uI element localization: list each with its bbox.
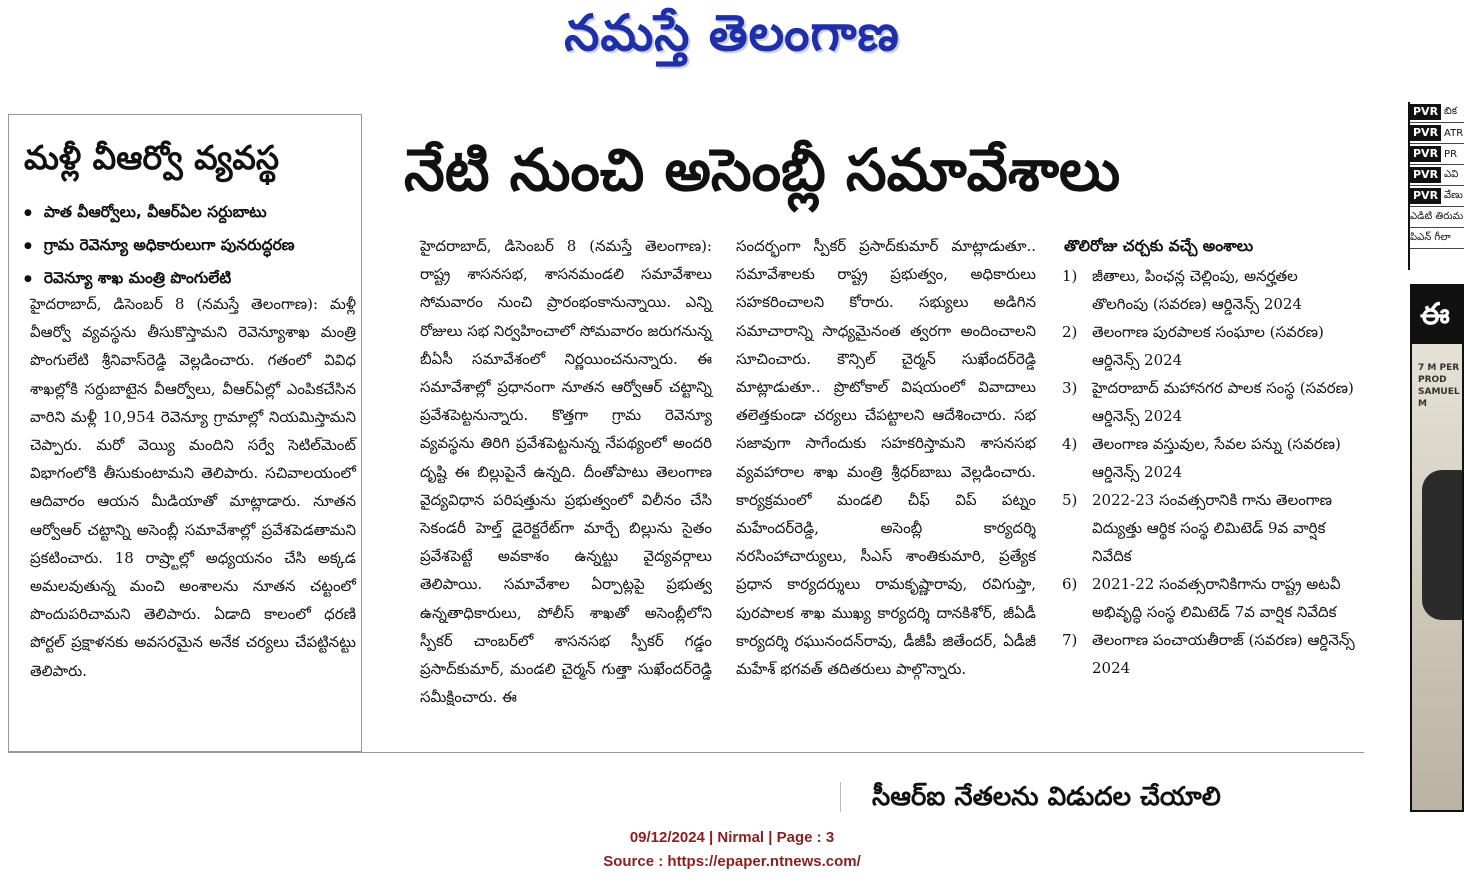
left-story-body: హైదరాబాద్‌, డిసెంబర్‌ 8 (నమస్తే తెలంగాణ): మళ్లీ వీఆర్వో వ్యవస్థను తీసుకొస్తామని రెవెన్యూశాఖ మంత్రి పొంగులేటి శ్రీనివాస్‌రెడ్డి వెల్లడించారు. గతంలో వివిధ శాఖల్లోకి సర్దుబాటైన వీఆర్వోలు, వీఆర్‌ఏల్లో ఎంపికచేసిన వారిని మళ్లీ 10,954 రెవెన్యూ గ్రామాల్లో నియమిస్తామని చెప్పారు. మరో వెయ్యి మందిని సర్వే సెటిల్‌మెంట్‌ విభాగంలోకి తీసుకుంటామని తెలిపారు. సచివాలయంలో ఆదివారం ఆయన మీడియాతో మాట్లాడారు. నూతన ఆర్వోఆర్‌ చట్టాన్ని అసెంబ్లీ సమావేశాల్లో ప్రవేశపెడతామని ప్రకటించారు. 18 రాష్ర్టాల్లో అధ్యయనం చేసి అక్కడ అమలవుతున్న మంచి అంశాలను నూతన చట్టంలో పొందుపరిచామని తెలిపారు. ఏడాది కాలంలో ధరణి పోర్టల్‌ ప్రక్షాళనకు అవసరమైన అనేక చర్యలు చేపట్టినట్టు తెలిపారు. (30, 295, 356, 680)
pvr-ad-row: PVR వేణు (1410, 186, 1464, 207)
agenda-list (1062, 262, 1358, 682)
poster-title: ఈ (1412, 286, 1462, 344)
pvr-ad-row: PVR బిక (1410, 102, 1464, 123)
pvr-logo: PVR (1410, 167, 1441, 183)
column-divider (840, 782, 841, 812)
agenda-item: 6) 2021-22 సంవత్సరానికిగాను రాష్ట్ర అటవీ అభివృద్ధి సంస్థ లిమిటెడ్‌ 7వ వార్షిక నివేదిక (1062, 575, 1341, 621)
pvr-ad-row: PVR ATR (1410, 123, 1464, 144)
bullet-item: ● రెవెన్యూ శాఖ మంత్రి పొంగులేటి (24, 262, 360, 295)
bullet-item: ● గ్రామ రెవెన్యూ అధికారులుగా పునరుద్ధరణ (24, 229, 360, 262)
left-story-bullets (24, 196, 360, 295)
agenda-item: 1) జీతాలు, పింఛన్ల చెల్లింపు, అనర్హతల తొలగింపు (సవరణ) ఆర్డినెన్స్‌ 2024 (1062, 267, 1303, 313)
pvr-logo: PVR (1410, 146, 1441, 162)
footer-source-link[interactable]: Source : https://epaper.ntnews.com/ (603, 853, 861, 870)
poster-figure-image (1422, 470, 1462, 620)
cut-off-headline (0, 776, 840, 812)
masthead-logo: నమస్తే తెలంగాణ (564, 4, 900, 62)
agenda-item: 7) తెలంగాణ పంచాయతీరాజ్‌ (సవరణ) ఆర్డినెన్స్‌ 2024 (1062, 631, 1355, 677)
pvr-logo: PVR (1410, 125, 1441, 141)
movie-poster-ad (1410, 284, 1464, 812)
section-divider (8, 752, 1364, 753)
main-story-column-2: సందర్భంగా స్పీకర్‌ ప్రసాద్‌కుమార్‌ మాట్లాడుతూ.. సమావేశాలకు రాష్ట్ర ప్రభుత్వం, అధికారులు సహకరించాలని కోరారు. సభ్యులు అడిగిన సమాచారాన్ని సాధ్యమైనంత త్వరగా అందించాలని సూచించారు. కౌన్సిల్‌ చైర్మన్‌ సుఖేందర్‌రెడ్డి మాట్లాడుతూ.. ప్రొటోకాల్‌ విషయంలో వివాదాలు తలెత్తకుండా చర్యలు చేపట్టాలని ఆదేశించారు. సభ సజావుగా సాగేందుకు సహకరిస్తామని శాసనసభ వ్యవహారాల శాఖ మంత్రి శ్రీధర్‌బాబు వెల్లడించారు. కార్యక్రమంలో మండలి చీఫ్‌ విప్‌ పట్నం మహేందర్‌రెడ్డి, అసెంబ్లీ కార్యదర్శి నరసింహాచార్యులు, సీఎస్‌ శాంతికుమారి, ప్రత్యేక ప్రధాన కార్యదర్శులు రామకృష్ణారావు, రవిగుప్తా, పురపాలక శాఖ ముఖ్య కార్యదర్శి దానకిశోర్‌, జీఏడీ కార్యదర్శి రఘునందన్‌రావు, డీజీపీ జితేందర్‌, ఏడీజీ మహేశ్‌ భగవత్‌ తదితరులు పాల్గొన్నారు. (736, 237, 1036, 679)
agenda-heading: తొలిరోజు చర్చకు వచ్చే అంశాలు (1064, 237, 1254, 255)
ad-text-row: పిఎన్‌ గీలా (1410, 228, 1464, 249)
main-story-column-1: హైదరాబాద్‌, డిసెంబర్‌ 8 (నమస్తే తెలంగాణ): రాష్ట్ర శాసనసభ, శాసనమండలి సమావేశాలు సోమవారం నుంచి ప్రారంభంకానున్నాయి. ఎన్ని రోజులు సభ నిర్వహించాలో సోమవారం జరుగనున్న బీఏసీ సమావేశంలో నిర్ణయించనున్నారు. ఈ సమావేశాల్లో ప్రధానంగా నూతన ఆర్వోఆర్‌ చట్టాన్ని ప్రవేశపెట్టనున్నారు. కొత్తగా గ్రామ రెవెన్యూ వ్యవస్థను తిరిగి ప్రవేశపెట్టనున్న నేపథ్యంలో అందరి దృష్టి ఈ బిల్లుపైనే ఉన్నది. దీంతోపాటు తెలంగాణ వైద్యవిధాన పరిషత్తును ప్రభుత్వంలో విలీనం చేసి సెకండరీ హెల్త్‌ డైరెక్టరేట్‌గా మార్చే బిల్లును సైతం ప్రవేశపెట్టే అవకాశం ఉన్నట్టు వైద్యవర్గాలు తెలిపాయి. సమావేశాల ఏర్పాట్లపై ప్రభుత్వ ఉన్నతాధికారులు, పోలీస్‌ శాఖతో అసెంబ్లీలోని స్పీకర్‌ చాంబర్‌లో శాసనసభ స్పీకర్‌ గడ్డం ప్రసాద్‌కుమార్‌, మండలి చైర్మన్‌ గుత్తా సుఖేందర్‌రెడ్డి సమీక్షించారు. ఈ (420, 237, 712, 707)
pvr-ad-stack (1408, 102, 1464, 270)
ad-text-row: ఎడిటి తిరుమ (1410, 207, 1464, 228)
pvr-ad-row: PVR ఎవి (1410, 165, 1464, 186)
pvr-ad-row: PVR PR (1410, 144, 1464, 165)
agenda-item: 5) 2022-23 సంవత్సరానికి గాను తెలంగాణ విద్యుత్తు ఆర్థిక సంస్థ లిమిటెడ్‌ 9వ వార్షిక నివేదిక (1062, 491, 1333, 565)
poster-credit: 7 M PER PROD SAMUEL M (1418, 363, 1460, 409)
pvr-logo: PVR (1410, 104, 1441, 120)
main-story-headline: నేటి నుంచి అసెంబ్లీ సమావేశాలు (404, 136, 1121, 204)
agenda-item: 2) తెలంగాణ పురపాలక సంఘాల (సవరణ) ఆర్డినెన్స్‌ 2024 (1062, 323, 1324, 369)
page-footer (0, 826, 1464, 874)
agenda-item: 3) హైదరాబాద్‌ మహానగర పాలక సంస్థ (సవరణ) ఆర్డినెన్స్‌ 2024 (1062, 379, 1354, 425)
pvr-logo: PVR (1410, 188, 1441, 204)
agenda-item: 4) తెలంగాణ వస్తువుల, సేవల పన్ను (సవరణ) ఆర్డినెన్స్‌ 2024 (1062, 435, 1341, 481)
bullet-item: ● పాత వీఆర్వోలు, వీఆర్‌ఏల సర్దుబాటు (24, 196, 360, 229)
left-story-headline: మళ్లీ వీఆర్వో వ్యవస్థ (24, 138, 280, 177)
lower-story-headline: సీఆర్‌ఐ నేతలను విడుదల చేయాలి (872, 782, 1221, 812)
footer-edition-info: 09/12/2024 | Nirmal | Page : 3 (629, 829, 835, 846)
